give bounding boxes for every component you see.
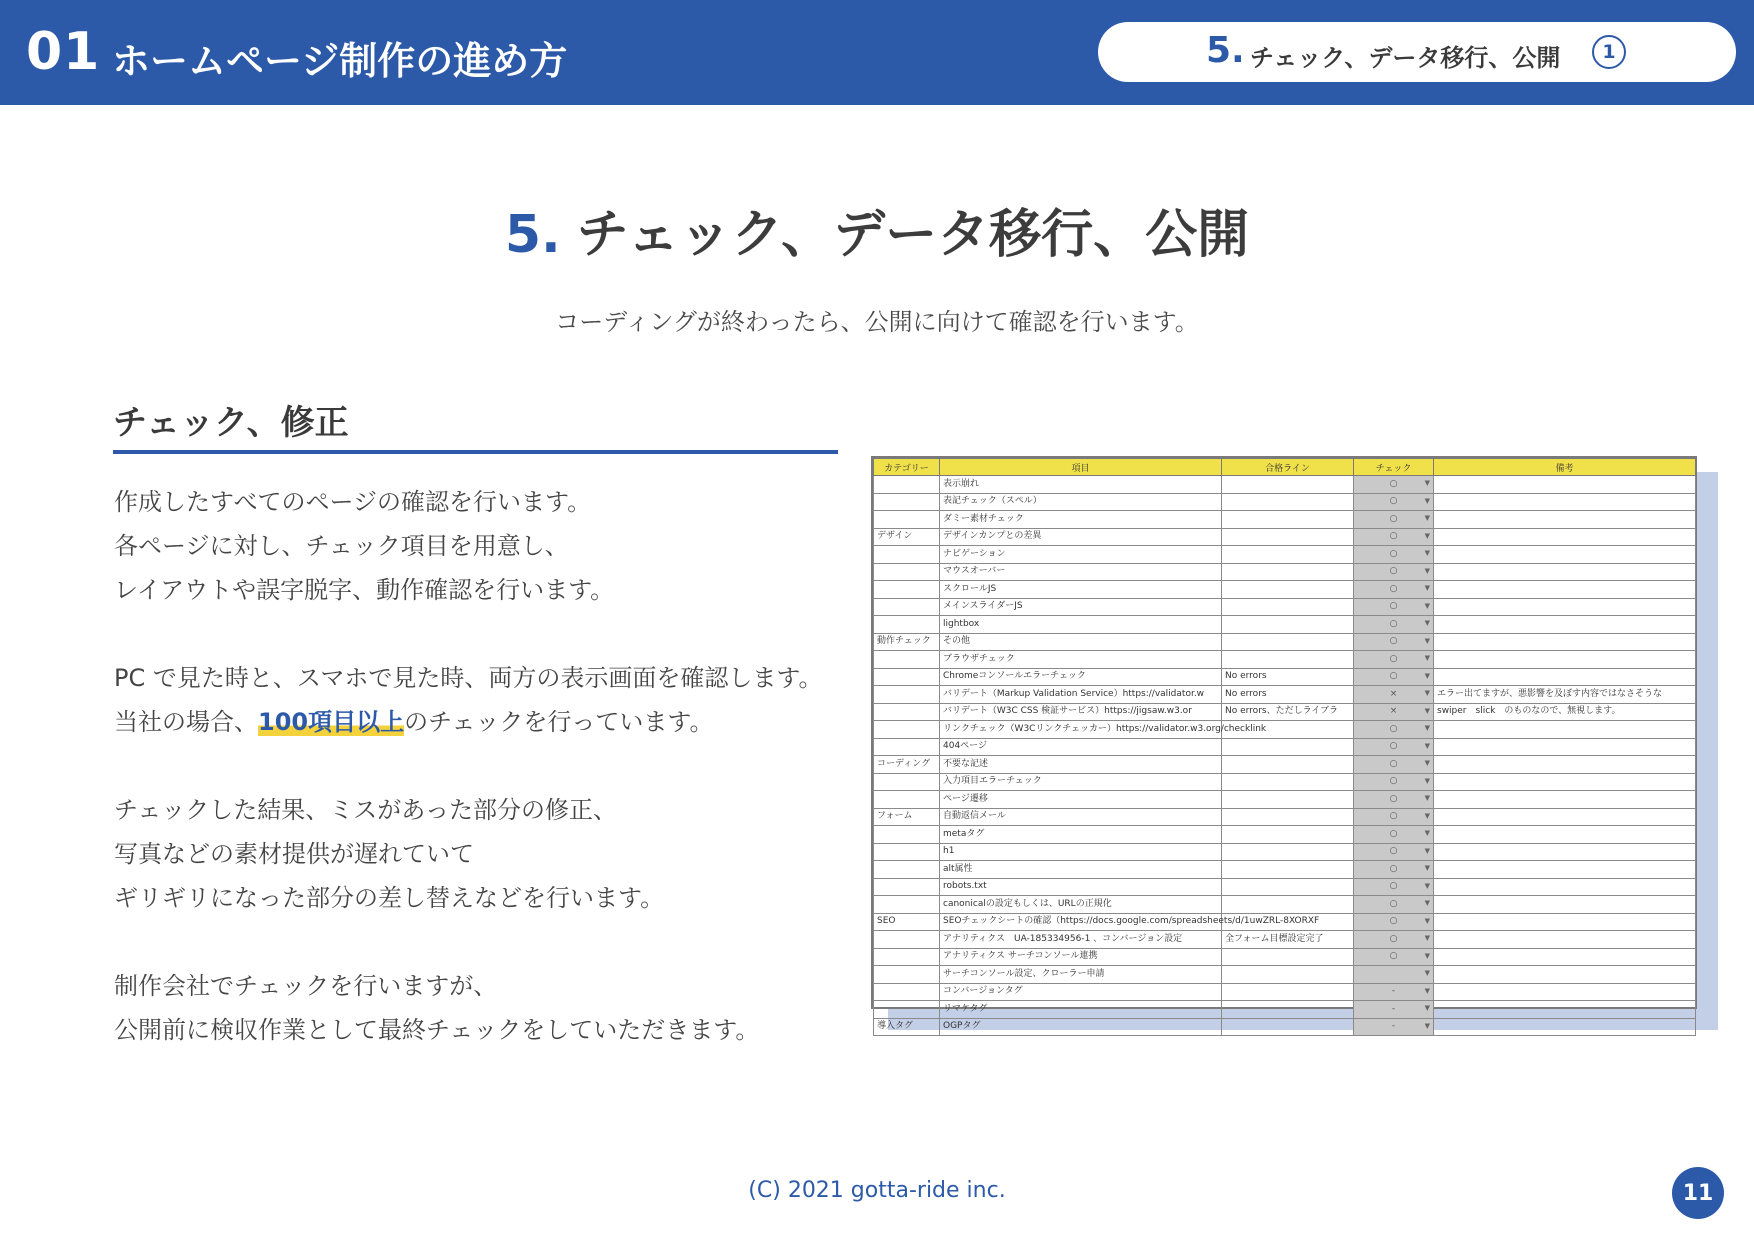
cell-item: 入力項目エラーチェック [940,773,1222,791]
cell-check [1354,773,1434,791]
cell-category [874,966,940,984]
table-row [874,686,1696,704]
table-row [874,896,1696,914]
dropdown-arrow-icon: ▼ [1424,881,1430,890]
cell-item: h1 [940,843,1222,861]
table-row [874,826,1696,844]
cell-item: 表記チェック（スペル） [940,493,1222,511]
cell-item: メインスライダーJS [940,598,1222,616]
cell-note [1434,808,1696,826]
cell-pass-line [1222,1001,1354,1019]
cell-note [1434,756,1696,774]
check-value: - [1391,1021,1396,1032]
cell-pass-line [1222,493,1354,511]
cell-category [874,826,940,844]
cell-category [874,546,940,564]
company-check-line [114,700,854,744]
table-row [874,948,1696,966]
company-line-prefix: 当社の場合、 [114,708,258,736]
check-value: ○ [1389,618,1398,629]
check-value: ○ [1389,933,1398,944]
cell-pass-line [1222,966,1354,984]
cell-pass-line: 全フォーム目標設定完了 [1222,931,1354,949]
table-row [874,1018,1696,1036]
check-value: ○ [1389,601,1398,612]
cell-check [1354,861,1434,879]
body-line: 制作会社でチェックを行いますが、 [114,972,498,1000]
cell-note [1434,598,1696,616]
cell-item: コンバージョンタグ [940,983,1222,1001]
table-row [874,913,1696,931]
dropdown-arrow-icon: ▼ [1424,724,1430,732]
cell-check [1354,668,1434,686]
pill-number: 5. [1206,30,1245,71]
cell-check [1354,686,1434,704]
dropdown-arrow-icon: ▼ [1424,671,1430,680]
cell-item: デザインカンプとの差異 [940,528,1222,546]
chapter-number: 01 [26,22,101,82]
cell-item: ダミー素材チェック [940,511,1222,529]
cell-check [1354,791,1434,809]
copyright: (C) 2021 gotta-ride inc. [748,1178,1006,1203]
header-category: カテゴリー [874,459,940,476]
body-line: PC で見た時と、スマホで見た時、両方の表示画面を確認します。 [114,664,823,692]
cell-item: リンクチェック（W3Cリンクチェッカー）https://validator.w3.org/checklink [940,721,1222,739]
table-row [874,703,1696,721]
table-row [874,616,1696,634]
check-value: × [1389,706,1398,717]
cell-pass-line [1222,581,1354,599]
cell-pass-line [1222,791,1354,809]
cell-item: metaタグ [940,826,1222,844]
cell-check [1354,511,1434,529]
cell-item: 404ページ [940,738,1222,756]
check-value: ○ [1389,478,1398,489]
cell-pass-line [1222,598,1354,616]
cell-note [1434,791,1696,809]
cell-check [1354,966,1434,984]
body-line: チェックした結果、ミスがあった部分の修正、 [114,796,618,824]
cell-pass-line: No errors、ただしライブラ [1222,703,1354,721]
table-header-row [874,459,1696,476]
check-value: ○ [1389,723,1398,734]
cell-item: OGPタグ [940,1018,1222,1036]
cell-note [1434,721,1696,739]
body-line: レイアウトや誤字脱字、動作確認を行います。 [114,576,615,604]
cell-note [1434,581,1696,599]
cell-item: アナリティクス UA-185334956-1 、コンバージョン設定 [940,931,1222,949]
table-row [874,983,1696,1001]
cell-check [1354,931,1434,949]
table-row [874,843,1696,861]
dropdown-arrow-icon: ▼ [1424,829,1430,837]
cell-category [874,773,940,791]
check-value: ○ [1389,898,1398,909]
company-line-suffix: のチェックを行っています。 [404,708,714,736]
check-value: ○ [1389,548,1398,559]
table-row [874,598,1696,616]
cell-check [1354,983,1434,1001]
dropdown-arrow-icon: ▼ [1424,741,1430,750]
table-row [874,668,1696,686]
body-line: 各ページに対し、チェック項目を用意し、 [114,532,569,560]
highlight-text: 100項目以上 [258,708,405,736]
cell-check [1354,546,1434,564]
table-row [874,773,1696,791]
table-row [874,791,1696,809]
cell-category: SEO [874,913,940,931]
section-divider [113,450,838,454]
cell-check [1354,598,1434,616]
cell-category [874,791,940,809]
check-value: ○ [1389,653,1398,664]
cell-pass-line [1222,878,1354,896]
cell-note [1434,511,1696,529]
dropdown-arrow-icon: ▼ [1424,846,1430,855]
table-row [874,581,1696,599]
table-row [874,493,1696,511]
cell-check [1354,581,1434,599]
cell-pass-line [1222,616,1354,634]
dropdown-arrow-icon: ▼ [1424,986,1430,995]
cell-pass-line [1222,983,1354,1001]
cell-pass-line [1222,651,1354,669]
cell-item: スクロールJS [940,581,1222,599]
cell-check [1354,948,1434,966]
cell-check [1354,493,1434,511]
dropdown-arrow-icon: ▼ [1424,811,1430,820]
check-value: × [1389,688,1398,699]
cell-pass-line [1222,738,1354,756]
cell-category: フォーム [874,808,940,826]
cell-category [874,896,940,914]
table-row [874,633,1696,651]
page-title [0,192,1754,267]
header-pass-line: 合格ライン [1222,459,1354,476]
cell-pass-line [1222,563,1354,581]
cell-category [874,948,940,966]
check-value: ○ [1389,916,1398,927]
check-value: - [1391,1003,1396,1014]
cell-check [1354,616,1434,634]
cell-check [1354,633,1434,651]
cell-note [1434,843,1696,861]
cell-item: Chromeコンソールエラーチェック [940,668,1222,686]
check-value: ○ [1389,881,1398,892]
dropdown-arrow-icon: ▼ [1424,689,1430,697]
cell-note [1434,773,1696,791]
table-row [874,651,1696,669]
cell-check [1354,721,1434,739]
check-value: ○ [1389,636,1398,647]
check-value: ○ [1389,776,1398,787]
cell-item: 不要な記述 [940,756,1222,774]
dropdown-arrow-icon: ▼ [1424,969,1430,977]
cell-category [874,721,940,739]
check-value: ○ [1389,863,1398,874]
check-value: - [1391,986,1396,997]
page-title-text: チェック、データ移行、公開 [576,205,1250,265]
cell-check [1354,913,1434,931]
cell-note [1434,651,1696,669]
header-check: チェック [1354,459,1434,476]
cell-note: swiper slick のものなので、無視します。 [1434,703,1696,721]
header-bar [0,0,1754,105]
checklist-spreadsheet [871,456,1697,1032]
cell-note [1434,668,1696,686]
cell-note [1434,1018,1696,1036]
cell-item: サーチコンソール設定、クローラー申請 [940,966,1222,984]
cell-pass-line [1222,826,1354,844]
cell-category [874,686,940,704]
check-value: ○ [1389,531,1398,542]
check-value: ○ [1389,758,1398,769]
dropdown-arrow-icon: ▼ [1424,864,1430,872]
table-row [874,878,1696,896]
dropdown-arrow-icon: ▼ [1424,654,1430,662]
check-value: ○ [1389,741,1398,752]
dropdown-arrow-icon: ▼ [1424,584,1430,592]
cell-category [874,861,940,879]
cell-item: ナビゲーション [940,546,1222,564]
cell-note [1434,878,1696,896]
cell-check [1354,563,1434,581]
check-value: ○ [1389,583,1398,594]
chapter-title: ホームページ制作の進め方 [112,39,568,83]
cell-note [1434,913,1696,931]
cell-category: 導入タグ [874,1018,940,1036]
cell-item: alt属性 [940,861,1222,879]
check-value: ○ [1389,846,1398,857]
cell-check [1354,843,1434,861]
check-value: ○ [1389,496,1398,507]
check-value: ○ [1389,828,1398,839]
dropdown-arrow-icon: ▼ [1424,531,1430,540]
cell-category [874,581,940,599]
cell-category [874,598,940,616]
cell-note: エラー出てますが、悪影響を及ぼす内容ではなさそうな [1434,686,1696,704]
cell-check [1354,651,1434,669]
cell-note [1434,1001,1696,1019]
cell-pass-line [1222,843,1354,861]
cell-check [1354,808,1434,826]
table-row [874,756,1696,774]
table-row [874,808,1696,826]
section-title: チェック、修正 [113,403,349,443]
page-title-number: 5. [504,205,561,265]
cell-item: アナリティクス サーチコンソール連携 [940,948,1222,966]
cell-check [1354,476,1434,494]
cell-item: リマケタグ [940,1001,1222,1019]
cell-item: マウスオーバー [940,563,1222,581]
cell-check [1354,703,1434,721]
cell-note [1434,493,1696,511]
cell-category [874,843,940,861]
check-value: ○ [1389,566,1398,577]
cell-category: 動作チェック [874,633,940,651]
cell-note [1434,983,1696,1001]
cell-note [1434,563,1696,581]
cell-pass-line [1222,896,1354,914]
cell-category: コーディング [874,756,940,774]
cell-note [1434,861,1696,879]
cell-item: 自動返信メール [940,808,1222,826]
check-value: ○ [1389,671,1398,682]
pill-text: チェック、データ移行、公開 [1250,44,1561,72]
table-row [874,721,1696,739]
cell-item: ブラウザチェック [940,651,1222,669]
cell-check [1354,528,1434,546]
cell-note [1434,948,1696,966]
dropdown-arrow-icon: ▼ [1424,899,1430,907]
body-line: ギリギリになった部分の差し替えなどを行います。 [114,884,665,912]
cell-pass-line [1222,756,1354,774]
cell-category [874,931,940,949]
checklist-table [873,458,1696,1036]
body-text [114,480,854,1052]
dropdown-arrow-icon: ▼ [1424,619,1430,627]
cell-note [1434,633,1696,651]
dropdown-arrow-icon: ▼ [1424,549,1430,557]
check-value: ○ [1389,793,1398,804]
pill-page-badge: 1 [1592,35,1626,69]
cell-check [1354,1001,1434,1019]
table-row [874,966,1696,984]
dropdown-arrow-icon: ▼ [1424,496,1430,505]
table-row [874,738,1696,756]
cell-category [874,493,940,511]
dropdown-arrow-icon: ▼ [1424,1004,1430,1012]
cell-item: lightbox [940,616,1222,634]
header-item: 項目 [940,459,1222,476]
header-note: 備考 [1434,459,1696,476]
cell-item: バリデート（W3C CSS 検証サービス）https://jigsaw.w3.or [940,703,1222,721]
dropdown-arrow-icon: ▼ [1424,514,1430,522]
cell-category [874,738,940,756]
cell-pass-line: No errors [1222,668,1354,686]
cell-pass-line: No errors [1222,686,1354,704]
cell-check [1354,878,1434,896]
table-row [874,528,1696,546]
cell-check [1354,1018,1434,1036]
table-row [874,1001,1696,1019]
body-line: 公開前に検収作業として最終チェックをしていただきます。 [114,1016,760,1044]
cell-pass-line [1222,476,1354,494]
cell-note [1434,826,1696,844]
dropdown-arrow-icon: ▼ [1424,759,1430,767]
table-row [874,546,1696,564]
body-line: 作成したすべてのページの確認を行います。 [114,488,592,516]
cell-note [1434,528,1696,546]
cell-item: その他 [940,633,1222,651]
dropdown-arrow-icon: ▼ [1424,1021,1430,1030]
dropdown-arrow-icon: ▼ [1424,566,1430,575]
cell-note [1434,931,1696,949]
page-number-badge: 11 [1672,1167,1724,1219]
dropdown-arrow-icon: ▼ [1424,776,1430,785]
cell-note [1434,896,1696,914]
cell-category [874,1001,940,1019]
dropdown-arrow-icon: ▼ [1424,794,1430,802]
cell-note [1434,738,1696,756]
dropdown-arrow-icon: ▼ [1424,951,1430,960]
dropdown-arrow-icon: ▼ [1424,601,1430,610]
cell-category [874,511,940,529]
cell-note [1434,476,1696,494]
cell-category [874,563,940,581]
cell-item: 表示崩れ [940,476,1222,494]
body-line: 写真などの素材提供が遅れていて [114,840,474,868]
check-value: ○ [1389,811,1398,822]
dropdown-arrow-icon: ▼ [1424,934,1430,942]
cell-pass-line [1222,808,1354,826]
cell-item: canonicalの設定もしくは、URLの正規化 [940,896,1222,914]
cell-category [874,983,940,1001]
cell-item: robots.txt [940,878,1222,896]
cell-category: デザイン [874,528,940,546]
table-row [874,861,1696,879]
cell-pass-line [1222,1018,1354,1036]
cell-pass-line [1222,773,1354,791]
dropdown-arrow-icon: ▼ [1424,706,1430,715]
cell-note [1434,546,1696,564]
cell-category [874,651,940,669]
dropdown-arrow-icon: ▼ [1424,916,1430,925]
cell-category [874,668,940,686]
cell-check [1354,756,1434,774]
cell-pass-line [1222,633,1354,651]
table-row [874,931,1696,949]
table-row [874,511,1696,529]
table-row [874,476,1696,494]
check-value: ○ [1389,951,1398,962]
page-subtitle: コーディングが終わったら、公開に向けて確認を行います。 [555,308,1199,336]
section-pill [1098,22,1736,82]
dropdown-arrow-icon: ▼ [1424,479,1430,487]
cell-item: SEOチェックシートの確認（https://docs.google.com/spreadsheets/d/1uwZRL-8XORXF [940,913,1222,931]
cell-check [1354,738,1434,756]
cell-category [874,476,940,494]
table-row [874,563,1696,581]
cell-note [1434,616,1696,634]
cell-category [874,878,940,896]
cell-check [1354,826,1434,844]
cell-pass-line [1222,528,1354,546]
check-value: ○ [1389,513,1398,524]
cell-pass-line [1222,861,1354,879]
cell-pass-line [1222,948,1354,966]
cell-item: ページ遷移 [940,791,1222,809]
cell-pass-line [1222,546,1354,564]
cell-item: バリデート（Markup Validation Service）https://validator.w [940,686,1222,704]
cell-category [874,703,940,721]
cell-category [874,616,940,634]
cell-note [1434,966,1696,984]
cell-pass-line [1222,511,1354,529]
cell-check [1354,896,1434,914]
dropdown-arrow-icon: ▼ [1424,636,1430,645]
